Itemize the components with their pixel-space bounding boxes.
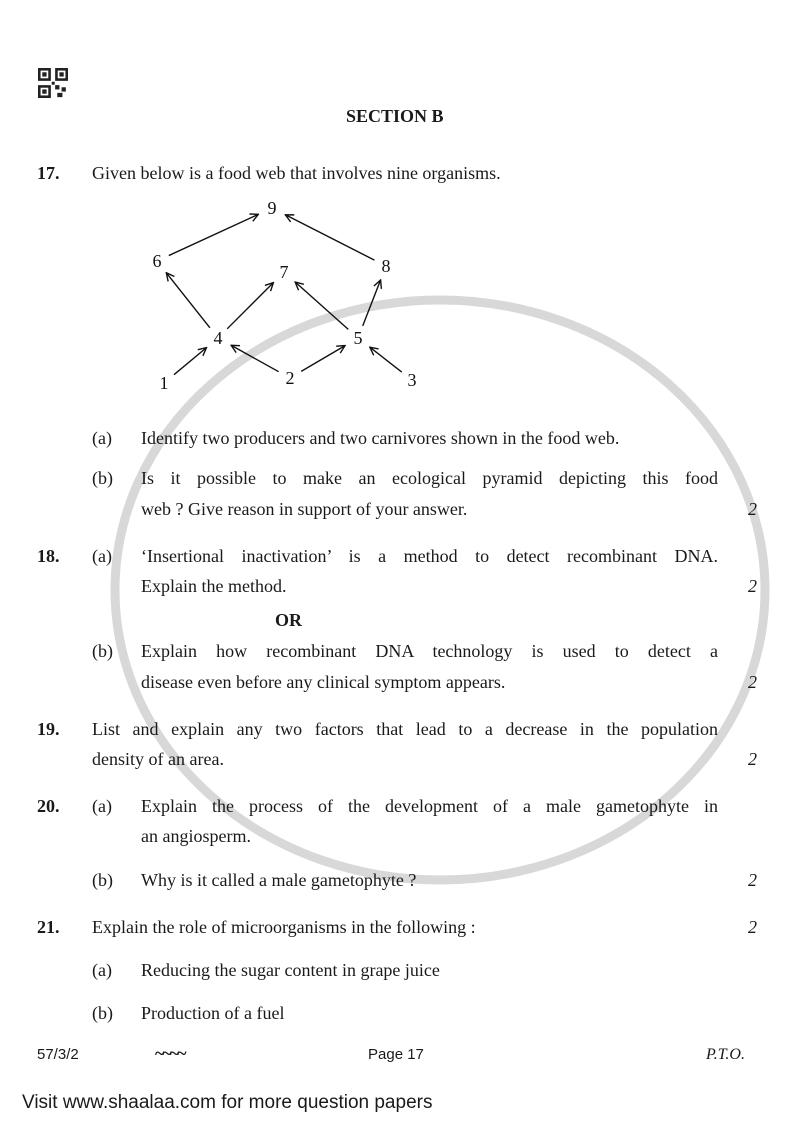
paper-code: 57/3/2 <box>37 1046 79 1063</box>
question-text: Given below is a food web that involves nine organisms. <box>92 163 501 183</box>
question-number: 21. <box>37 917 60 937</box>
part-text: Explain the process of the development of a male gametophyte in <box>141 796 718 816</box>
part-label: (a) <box>92 960 112 980</box>
part-label: (b) <box>92 1003 113 1023</box>
arrow-4-to-6 <box>166 273 210 328</box>
arrow-6-to-9 <box>169 214 259 255</box>
arrow-5-to-7 <box>295 282 348 329</box>
part-text: Explain the method. <box>141 576 287 596</box>
organism-node-2: 2 <box>285 368 295 388</box>
arrow-3-to-5 <box>370 347 402 372</box>
organism-node-8: 8 <box>381 256 391 276</box>
question-number: 20. <box>37 796 60 816</box>
part-text: an angiosperm. <box>141 826 251 846</box>
arrow-2-to-4 <box>231 345 279 371</box>
part-label: (a) <box>92 796 112 816</box>
part-label: (a) <box>92 546 112 566</box>
part-text: Explain how recombinant DNA technology is used to detect a <box>141 641 718 661</box>
arrow-2-to-5 <box>301 346 345 372</box>
part-label: (b) <box>92 870 113 890</box>
or-separator: OR <box>275 610 302 630</box>
marks: 2 <box>748 499 757 519</box>
organism-node-5: 5 <box>353 328 363 348</box>
part-label: (a) <box>92 428 112 448</box>
part-text: Identify two producers and two carnivores shown in the food web. <box>141 428 620 448</box>
marks: 2 <box>748 917 757 937</box>
food-web-diagram <box>0 0 800 420</box>
part-text: web ? Give reason in support of your answer. <box>141 499 468 519</box>
organism-node-1: 1 <box>159 373 169 393</box>
question-number: 19. <box>37 719 60 739</box>
question-text: Explain the role of microorganisms in the following : <box>92 917 476 937</box>
squiggle-decoration: ~~~~ <box>155 1043 185 1063</box>
part-text: disease even before any clinical symptom appears. <box>141 672 506 692</box>
site-link[interactable]: Visit www.shaalaa.com for more question papers <box>22 1092 433 1113</box>
part-text: Is it possible to make an ecological pyramid depicting this food <box>141 468 718 488</box>
pto-label: P.T.O. <box>706 1046 745 1063</box>
section-title: SECTION B <box>346 106 444 126</box>
question-number: 18. <box>37 546 60 566</box>
marks: 2 <box>748 870 757 890</box>
organism-node-7: 7 <box>279 262 289 282</box>
question-text: density of an area. <box>92 749 224 769</box>
arrow-4-to-7 <box>227 283 273 329</box>
organism-node-6: 6 <box>152 251 162 271</box>
part-text: ‘Insertional inactivation’ is a method to detect recombinant DNA. <box>141 546 718 566</box>
arrow-1-to-4 <box>174 348 206 375</box>
arrow-8-to-9 <box>285 215 374 260</box>
marks: 2 <box>748 672 757 692</box>
organism-node-3: 3 <box>407 370 417 390</box>
part-text: Production of a fuel <box>141 1003 285 1023</box>
part-label: (b) <box>92 641 113 661</box>
part-label: (b) <box>92 468 113 488</box>
arrow-5-to-8 <box>363 280 381 326</box>
organism-node-4: 4 <box>213 328 223 348</box>
organism-node-9: 9 <box>267 198 277 218</box>
question-number: 17. <box>37 163 60 183</box>
part-text: Reducing the sugar content in grape juice <box>141 960 440 980</box>
marks: 2 <box>748 749 757 769</box>
marks: 2 <box>748 576 757 596</box>
question-text: List and explain any two factors that lead to a decrease in the population <box>92 719 718 739</box>
page-number: Page 17 <box>368 1046 424 1063</box>
part-text: Why is it called a male gametophyte ? <box>141 870 417 890</box>
